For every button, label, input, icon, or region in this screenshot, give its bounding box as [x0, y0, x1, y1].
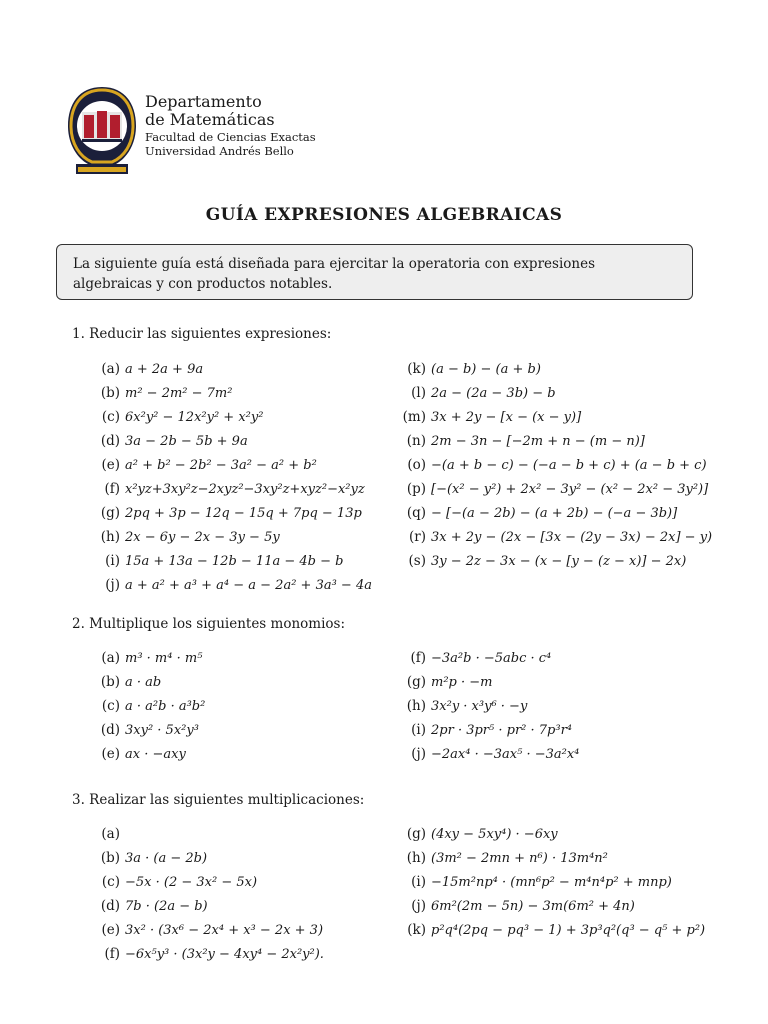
section-1-left-column: [92, 357, 372, 597]
exercise-expression: a² + b² − 2b² − 3a² − a² + b²: [125, 458, 317, 473]
exercise-item: [398, 477, 712, 501]
exercise-item: [92, 573, 372, 597]
exercise-item: [398, 870, 705, 894]
exercise-label: (a): [101, 361, 120, 377]
exercise-label: (j): [411, 746, 426, 762]
exercise-label: (o): [407, 457, 426, 473]
exercise-label: (s): [408, 553, 426, 569]
section-2-heading: 2. Multiplique los siguientes monomios:: [72, 616, 345, 632]
exercise-item: [398, 357, 712, 381]
exercise-expression: 3a · (a − 2b): [125, 851, 208, 866]
exercise-item: [92, 453, 372, 477]
exercise-label: (q): [406, 505, 426, 521]
exercise-item: [92, 501, 372, 525]
exercise-item: [398, 429, 712, 453]
exercise-expression: a · a²b · a³b²: [125, 699, 206, 714]
exercise-label: (f): [410, 650, 426, 666]
exercise-item: [398, 822, 705, 846]
exercise-expression: −6x⁵y³ · (3x²y − 4xy⁴ − 2x²y²).: [125, 947, 324, 962]
department-name: Departamento: [145, 92, 262, 111]
exercise-label: (c): [101, 874, 120, 890]
exercise-item: [92, 381, 372, 405]
exercise-expression: 2m − 3n − [−2m + n − (m − n)]: [431, 434, 645, 449]
exercise-item: [92, 822, 324, 846]
exercise-label: (b): [100, 385, 120, 401]
exercise-item: [398, 718, 579, 742]
exercise-expression: p²q⁴(2pq − pq³ − 1) + 3p³q²(q³ − q⁵ + p²): [431, 923, 706, 938]
exercise-expression: 2pr · 3pr⁵ · pr² · 7p³r⁴: [431, 723, 572, 738]
section-3-left-column: [92, 822, 324, 966]
exercise-item: [92, 918, 324, 942]
exercise-label: (m): [402, 409, 426, 425]
exercise-item: [398, 646, 579, 670]
exercise-label: (e): [101, 457, 120, 473]
exercise-expression: − [−(a − 2b) − (a + 2b) − (−a − 3b)]: [431, 506, 678, 521]
exercise-expression: −2ax⁴ · −3ax⁵ · −3a²x⁴: [431, 747, 580, 762]
exercise-label: (b): [100, 674, 120, 690]
exercise-expression: 3a − 2b − 5b + 9a: [125, 434, 248, 449]
section-3-heading: 3. Realizar las siguientes multiplicaciones:: [72, 792, 365, 808]
exercise-item: [92, 694, 205, 718]
exercise-item: [92, 870, 324, 894]
exercise-expression: 6m²(2m − 5n) − 3m(6m² + 4n): [431, 899, 635, 914]
exercise-label: (e): [101, 746, 120, 762]
faculty-name: Facultad de Ciencias Exactas: [145, 130, 316, 144]
exercise-item: [92, 942, 324, 966]
exercise-label: (g): [406, 674, 426, 690]
exercise-expression: 2x − 6y − 2x − 3y − 5y: [125, 530, 280, 545]
exercise-expression: (3m² − 2mn + n⁶) · 13m⁴n²: [431, 851, 608, 866]
exercise-label: (n): [406, 433, 426, 449]
exercise-label: (a): [101, 650, 120, 666]
exercise-label: (d): [100, 898, 120, 914]
exercise-item: [398, 453, 712, 477]
exercise-item: [398, 525, 712, 549]
exercise-item: [92, 846, 324, 870]
section-1-right-column: [398, 357, 712, 573]
exercise-item: [398, 670, 579, 694]
exercise-expression: m² − 2m² − 7m²: [125, 386, 233, 401]
exercise-label: (i): [411, 874, 426, 890]
exercise-label: (k): [407, 361, 426, 377]
exercise-item: [92, 894, 324, 918]
exercise-expression: 3x + 2y − (2x − [3x − (2y − 3x) − 2x] − y): [431, 530, 713, 545]
exercise-label: (b): [100, 850, 120, 866]
exercise-label: (d): [100, 433, 120, 449]
exercise-expression: −3a²b · −5abc · c⁴: [431, 651, 552, 666]
exercise-label: (f): [104, 481, 120, 497]
exercise-item: [92, 549, 372, 573]
exercise-expression: 3xy² · 5x²y³: [125, 723, 199, 738]
exercise-item: [92, 477, 372, 501]
exercise-item: [92, 429, 372, 453]
exercise-item: [92, 670, 205, 694]
exercise-expression: x²yz+3xy²z−2xyz²−3xy²z+xyz²−x²yz: [125, 482, 365, 497]
exercise-expression: (a − b) − (a + b): [431, 362, 541, 377]
exercise-label: (g): [100, 505, 120, 521]
exercise-expression: −15m²np⁴ · (mn⁶p² − m⁴n⁴p² + mnp): [431, 875, 672, 890]
exercise-expression: 2pq + 3p − 12q − 15q + 7pq − 13p: [125, 506, 362, 521]
section-1-heading: 1. Reducir las siguientes expresiones:: [72, 326, 332, 342]
exercise-label: (c): [101, 698, 120, 714]
exercise-label: (d): [100, 722, 120, 738]
exercise-label: (l): [411, 385, 426, 401]
exercise-item: [92, 405, 372, 429]
department-header: [145, 94, 316, 157]
exercise-expression: a · ab: [125, 675, 162, 690]
exercise-item: [92, 357, 372, 381]
exercise-expression: (4xy − 5xy⁴) · −6xy: [431, 827, 558, 842]
exercise-expression: −5x · (2 − 3x² − 5x): [125, 875, 258, 890]
university-seal-logo: [64, 84, 140, 176]
exercise-item: [398, 381, 712, 405]
exercise-label: (h): [100, 529, 120, 545]
intro-box: La siguiente guía está diseñada para ejercitar la operatoria con expresiones algebraicas y con productos notables.: [56, 244, 693, 300]
exercise-label: (h): [406, 698, 426, 714]
exercise-expression: m³ · m⁴ · m⁵: [125, 651, 203, 666]
section-2-left-column: [92, 646, 205, 766]
exercise-expression: m²p · −m: [431, 675, 493, 690]
exercise-item: [398, 549, 712, 573]
exercise-label: (p): [406, 481, 426, 497]
exercise-label: (r): [409, 529, 426, 545]
university-name: Universidad Andrés Bello: [145, 143, 294, 158]
exercise-item: [398, 894, 705, 918]
exercise-expression: a + 2a + 9a: [125, 362, 204, 377]
section-3-right-column: [398, 822, 705, 942]
exercise-item: [92, 646, 205, 670]
exercise-label: (g): [406, 826, 426, 842]
exercise-label: (k): [407, 922, 426, 938]
exercise-item: [92, 525, 372, 549]
exercise-expression: [−(x² − y²) + 2x² − 3y² − (x² − 2x² − 3y²)]: [431, 482, 709, 497]
exercise-expression: 6x²y² − 12x²y² + x²y²: [125, 410, 264, 425]
exercise-item: [398, 742, 579, 766]
exercise-expression: 3x²y · x³y⁶ · −y: [431, 699, 528, 714]
page-title: GUÍA EXPRESIONES ALGEBRAICAS: [205, 205, 563, 225]
exercise-expression: ax · −axy: [125, 747, 186, 762]
exercise-label: (i): [411, 722, 426, 738]
exercise-expression: 3x + 2y − [x − (x − y)]: [431, 410, 582, 425]
exercise-item: [398, 694, 579, 718]
exercise-label: (h): [406, 850, 426, 866]
exercise-label: (e): [101, 922, 120, 938]
exercise-item: [398, 846, 705, 870]
exercise-item: [398, 405, 712, 429]
department-subject: de Matemáticas: [145, 110, 275, 129]
exercise-item: [92, 718, 205, 742]
exercise-expression: 15a + 13a − 12b − 11a − 4b − b: [125, 554, 344, 569]
exercise-expression: 3x² · (3x⁶ − 2x⁴ + x³ − 2x + 3): [125, 923, 324, 938]
exercise-label: (j): [105, 577, 120, 593]
exercise-expression: 2a − (2a − 3b) − b: [431, 386, 556, 401]
exercise-label: (c): [101, 409, 120, 425]
exercise-label: (f): [104, 946, 120, 962]
section-2-right-column: [398, 646, 579, 766]
exercise-expression: a + a² + a³ + a⁴ − a − 2a² + 3a³ − 4a: [125, 578, 372, 593]
exercise-label: (j): [411, 898, 426, 914]
exercise-expression: 7b · (2a − b): [125, 899, 208, 914]
exercise-item: [398, 918, 705, 942]
exercise-item: [92, 742, 205, 766]
exercise-expression: 3y − 2z − 3x − (x − [y − (z − x)] − 2x): [431, 554, 687, 569]
exercise-label: (i): [105, 553, 120, 569]
exercise-item: [398, 501, 712, 525]
exercise-expression: −(a + b − c) − (−a − b + c) + (a − b + c): [431, 458, 707, 473]
exercise-label: (a): [101, 826, 120, 842]
